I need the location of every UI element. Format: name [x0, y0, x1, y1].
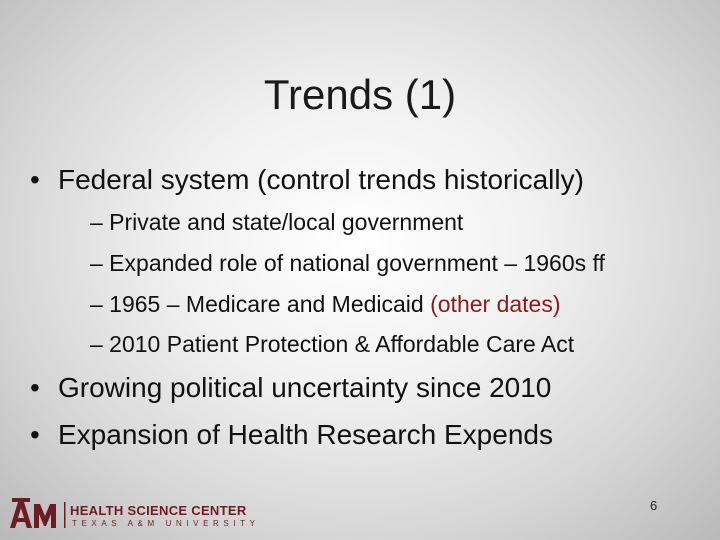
sub-bullet-medicare	[90, 290, 561, 318]
sub-bullet-private: – Private and state/local government	[90, 209, 464, 235]
org-name: HEALTH SCIENCE CENTER	[70, 503, 247, 518]
bullet-dot: •	[30, 164, 40, 195]
sub-bullet-medicare-text: – 1965 – Medicare and Medicaid	[90, 291, 431, 317]
bullet-text: Growing political uncertainty since 2010	[58, 372, 552, 403]
bullet-dot: •	[30, 372, 40, 403]
slide-title: Trends (1)	[263, 71, 457, 118]
sub-bullet-expanded-role: – Expanded role of national government – 1960s ff	[90, 250, 605, 276]
bullet-health-research	[30, 418, 553, 452]
bullet-federal-system	[30, 163, 584, 197]
other-dates-note: (other dates)	[430, 291, 561, 317]
bullet-political-uncertainty	[30, 371, 551, 405]
bullet-text: Expansion of Health Research Expends	[58, 419, 553, 450]
page-number: 6	[650, 498, 658, 513]
sub-bullet-aca: – 2010 Patient Protection & Affordable Care Act	[90, 331, 575, 357]
university-name: TEXAS A&M UNIVERSITY	[72, 519, 260, 528]
bullet-text: Federal system (control trends historically)	[58, 164, 584, 195]
bullet-dot: •	[30, 419, 40, 450]
